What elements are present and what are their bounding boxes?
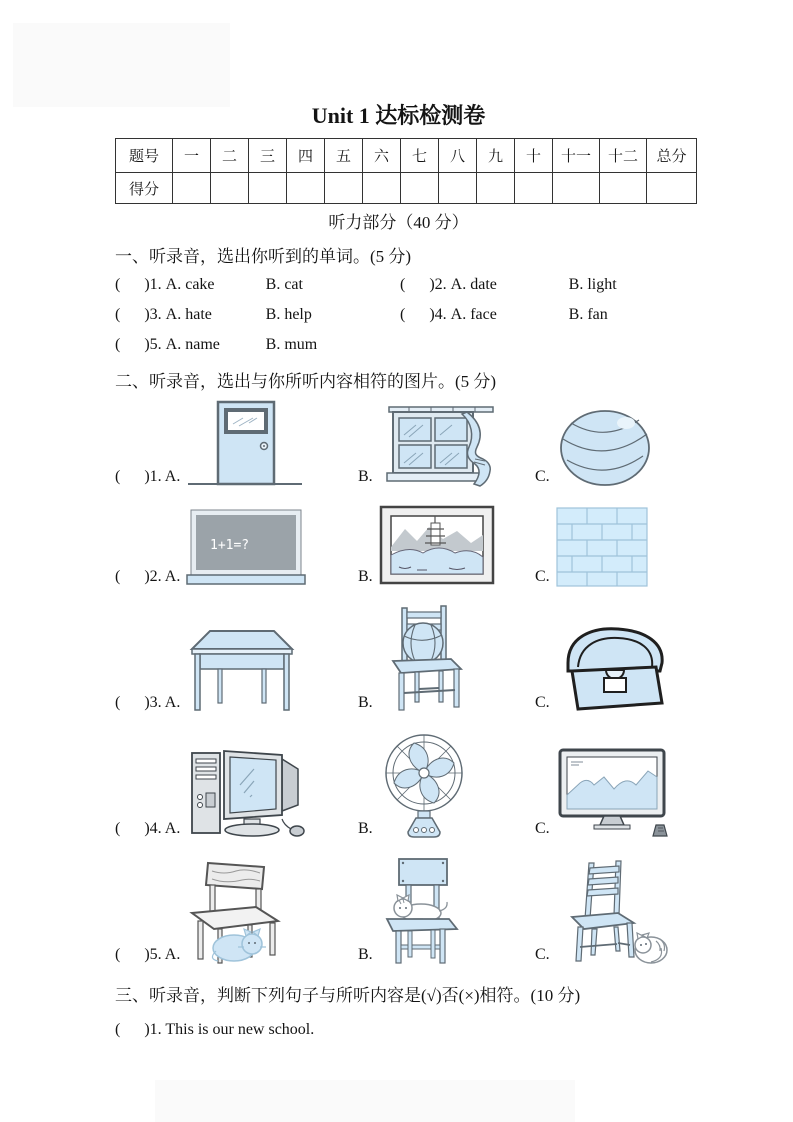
score-table-header-cell: 二 — [211, 139, 249, 173]
picture-question-row — [115, 857, 682, 965]
picture-frame-image — [379, 505, 497, 587]
score-table-header-cell: 五 — [325, 139, 363, 173]
answer-bracket: ( )4. — [400, 306, 451, 323]
treasure-chest-image — [556, 623, 674, 713]
option-a: A. name — [165, 336, 220, 353]
section-one-row — [115, 330, 682, 360]
picture-question-row — [115, 505, 682, 587]
score-cell — [600, 173, 647, 204]
score-table-header-cell: 四 — [287, 139, 325, 173]
desk-image — [186, 621, 298, 713]
option-label: C. — [535, 694, 550, 711]
option-label: B. — [358, 946, 373, 963]
option-a: A. face — [450, 306, 497, 323]
option-b: B. light — [568, 276, 617, 293]
answer-bracket: ( )1. — [115, 1021, 166, 1038]
score-table-header-cell: 十一 — [553, 139, 600, 173]
section-one-heading: 一、听录音，选出你听到的单词。(5 分) — [115, 247, 412, 266]
picture-question-row — [115, 399, 682, 487]
window-image — [379, 403, 501, 487]
score-cell — [325, 173, 363, 204]
sentence-text: This is our new school. — [165, 1021, 315, 1038]
page-title: Unit 1 达标检测卷 — [311, 103, 486, 128]
television-image — [556, 747, 672, 839]
section-three-heading: 三、听录音，判断下列句子与所听内容是(√)否(×)相符。(10 分) — [115, 986, 581, 1005]
score-cell — [287, 173, 325, 204]
score-cell — [401, 173, 439, 204]
score-cell — [173, 173, 211, 204]
option-label: C. — [535, 820, 550, 837]
scan-shading-bottom — [155, 1080, 575, 1122]
answer-bracket: ( )5. — [115, 336, 166, 353]
score-cell — [477, 173, 515, 204]
section-two-heading: 二、听录音，选出与你所听内容相符的图片。(5 分) — [115, 372, 497, 391]
option-label: C. — [535, 946, 550, 963]
cat-beside-chair-image — [556, 859, 670, 965]
option-label: B. — [358, 468, 373, 485]
section-three-item — [115, 1015, 682, 1045]
answer-bracket: ( )1. — [115, 276, 166, 293]
score-table-header-cell: 九 — [477, 139, 515, 173]
answer-bracket: ( )3. — [115, 306, 166, 323]
answer-bracket: ( )1. A. — [115, 468, 181, 485]
computer-image — [186, 745, 308, 839]
score-table-header-cell: 十二 — [600, 139, 647, 173]
electric-fan-image — [379, 731, 469, 839]
option-label: B. — [358, 694, 373, 711]
score-cell — [553, 173, 600, 204]
picture-question-row — [115, 731, 682, 839]
score-table-header-cell: 十 — [515, 139, 553, 173]
door-image — [186, 399, 304, 487]
score-table-header-cell: 总分 — [647, 139, 697, 173]
picture-question-row — [115, 605, 682, 713]
part-header: 听力部分（40 分） — [328, 213, 469, 232]
chair-with-ball-image — [379, 605, 471, 713]
section-one-row — [115, 300, 682, 330]
score-cell — [211, 173, 249, 204]
answer-bracket: ( )2. A. — [115, 568, 181, 585]
option-label: C. — [535, 468, 550, 485]
answer-bracket: ( )3. A. — [115, 694, 181, 711]
option-label: B. — [358, 568, 373, 585]
score-cell — [647, 173, 697, 204]
option-b: B. fan — [568, 306, 608, 323]
option-b: B. cat — [265, 276, 303, 293]
option-label: B. — [358, 820, 373, 837]
answer-bracket: ( )4. A. — [115, 820, 181, 837]
score-cell — [439, 173, 477, 204]
section-one-row — [115, 270, 682, 300]
option-label: C. — [535, 568, 550, 585]
score-table-header-cell: 七 — [401, 139, 439, 173]
option-b: B. help — [265, 306, 312, 323]
answer-bracket: ( )5. A. — [115, 946, 181, 963]
cat-on-chair-image — [379, 857, 465, 965]
score-row-label: 得分 — [116, 173, 173, 204]
score-cell — [249, 173, 287, 204]
brick-wall-image — [556, 507, 648, 587]
score-table-header-cell: 三 — [249, 139, 287, 173]
score-table-header-cell: 六 — [363, 139, 401, 173]
score-table-header-cell: 一 — [173, 139, 211, 173]
answer-bracket: ( )2. — [400, 276, 451, 293]
scan-shading-top-left — [13, 23, 230, 107]
blackboard-text: 1+1=? — [210, 538, 250, 553]
score-cell — [363, 173, 401, 204]
score-table-header-cell: 八 — [439, 139, 477, 173]
score-table — [115, 138, 697, 204]
option-a: A. hate — [165, 306, 212, 323]
score-table-header-cell: 题号 — [116, 139, 173, 173]
score-cell — [515, 173, 553, 204]
cat-under-chair-image — [186, 859, 294, 965]
ball-image — [556, 409, 654, 487]
blackboard-image — [186, 509, 306, 587]
option-a: A. date — [450, 276, 497, 293]
option-a: A. cake — [165, 276, 215, 293]
option-b: B. mum — [265, 336, 318, 353]
